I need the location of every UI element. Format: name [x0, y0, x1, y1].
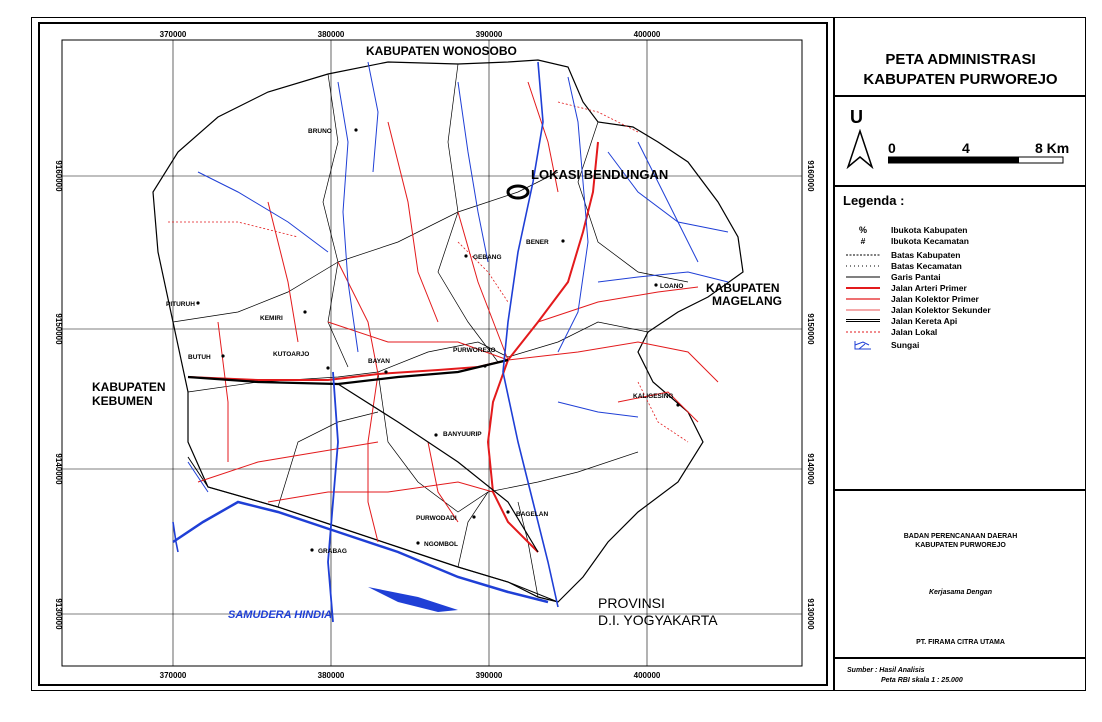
- kecamatan-butuh: BUTUH: [188, 354, 211, 361]
- x-tick-top-1: 370000: [159, 30, 187, 39]
- label-sea: SAMUDERA HINDIA: [228, 609, 333, 621]
- map-title-line-2: KABUPATEN PURWOREJO: [863, 71, 1058, 88]
- coastal-lagoon: [368, 587, 458, 612]
- kecamatan-purworejo: PURWOREJO: [453, 347, 496, 354]
- label-kebumen-1: KABUPATEN: [92, 380, 166, 394]
- scale-label-8: 8 Km: [1035, 140, 1070, 156]
- x-tick-top-4: 400000: [633, 30, 661, 39]
- label-magelang-2: MAGELANG: [712, 294, 782, 308]
- kecamatan-purwodadi: PURWODADI: [416, 515, 457, 522]
- kecamatan-gebang: GEBANG: [473, 254, 502, 261]
- legend-item-jalan-lokal: [845, 326, 937, 337]
- label-magelang-1: KABUPATEN: [706, 281, 780, 295]
- kecamatan-banyuurip: BANYUURIP: [443, 431, 482, 438]
- legend-label: Batas Kabupaten: [891, 249, 961, 260]
- legend-item-ibukota-kecamatan: [845, 235, 969, 246]
- y-tick-left-3: 9140000: [54, 453, 63, 485]
- batas-kabupaten-icon: [845, 253, 881, 257]
- jalan-kolektor-sekunder-icon: [845, 308, 881, 312]
- label-dam: LOKASI BENDUNGAN: [531, 167, 669, 182]
- legend-label: Garis Pantai: [891, 271, 941, 282]
- legend-item-ibukota-kabupaten: [845, 224, 968, 235]
- y-tick-left-4: 9130000: [54, 598, 63, 630]
- legend-heading: Legenda :: [843, 193, 905, 208]
- kecamatan-kutoarjo: KUTOARJO: [273, 351, 310, 358]
- north-arrow-icon: [845, 129, 875, 169]
- legend-label: Ibukota Kabupaten: [891, 224, 968, 235]
- y-tick-right-4: 9130000: [806, 598, 815, 630]
- kecamatan-bruno: BRUNO: [308, 128, 332, 135]
- legend-label: Batas Kecamatan: [891, 260, 962, 271]
- kecamatan-loano: LOANO: [660, 283, 684, 290]
- grid-lines: [62, 40, 802, 666]
- north-label: U: [850, 107, 863, 127]
- legend-panel: [833, 17, 1086, 691]
- garis-pantai-icon: [845, 275, 881, 279]
- scale-label-0: 0: [888, 140, 896, 156]
- kecamatan-kaligesing: KALIGESING: [633, 393, 674, 400]
- legend-item-jalan-kolektor-sekunder: [845, 304, 991, 315]
- label-diy-2: D.I. YOGYAKARTA: [598, 612, 718, 628]
- map-title-line-1: PETA ADMINISTRASI: [885, 51, 1036, 68]
- jalan-arteri-primer-icon: [845, 286, 881, 290]
- x-tick-top-2: 380000: [317, 30, 345, 39]
- x-tick-bottom-2: 380000: [317, 671, 345, 680]
- jalan-kolektor-primer-icon: [845, 297, 881, 301]
- y-tick-left-1: 9160000: [54, 160, 63, 192]
- cooperation-text: Kerjasama Dengan: [928, 589, 993, 596]
- kecamatan-pituruh: PITURUH: [166, 301, 195, 308]
- map-title: [835, 50, 1086, 90]
- legend-item-garis-pantai: [845, 271, 941, 282]
- source-line-2: Peta RBI skala 1 : 25.000: [881, 677, 963, 684]
- divider-2: [835, 185, 1086, 187]
- kecamatan-markers: [196, 128, 679, 551]
- legend-item-jalan-kereta-api: [845, 315, 957, 326]
- legend-item-batas-kecamatan: [845, 260, 962, 271]
- x-tick-bottom-3: 390000: [475, 671, 503, 680]
- label-wonosobo: KABUPATEN WONOSOBO: [366, 44, 517, 58]
- legend-label: Jalan Lokal: [891, 326, 938, 337]
- x-tick-bottom-4: 400000: [633, 671, 661, 680]
- legend-item-sungai: [845, 339, 919, 350]
- company-text: PT. FIRAMA CITRA UTAMA: [916, 639, 1005, 646]
- kecamatan-grabag: GRABAG: [318, 548, 347, 555]
- x-tick-bottom-1: 370000: [159, 671, 187, 680]
- legend-item-jalan-arteri-primer: [845, 282, 967, 293]
- coastline: [173, 502, 548, 602]
- jalan-lokal-icon: [845, 330, 881, 334]
- scale-label-4: 4: [962, 140, 970, 156]
- batas-kecamatan-icon: [845, 264, 881, 268]
- legend-item-batas-kabupaten: [845, 249, 960, 260]
- agency-line-1: BADAN PERENCANAAN DAERAH: [903, 533, 1018, 540]
- divider-1: [835, 95, 1086, 97]
- y-tick-right-1: 9160000: [806, 160, 815, 192]
- map-canvas: [38, 22, 828, 686]
- kecamatan-bagelan: BAGELAN: [516, 511, 549, 518]
- divider-3: [835, 489, 1086, 491]
- label-kebumen-2: KEBUMEN: [92, 394, 153, 408]
- kecamatan-ngombol: NGOMBOL: [424, 541, 458, 548]
- railway-line: [188, 360, 508, 384]
- label-diy-1: PROVINSI: [598, 595, 665, 611]
- x-tick-top-3: 390000: [475, 30, 503, 39]
- divider-4: [835, 657, 1086, 659]
- ibukota-kabupaten-icon: %: [858, 224, 867, 235]
- source-line-1: Sumber : Hasil Analisis: [847, 667, 925, 674]
- y-tick-right-3: 9140000: [806, 453, 815, 485]
- legend-label: Ibukota Kecamatan: [891, 235, 969, 246]
- legend-label: Jalan Kereta Api: [891, 315, 958, 326]
- legend-item-jalan-kolektor-primer: [845, 293, 979, 304]
- jalan-kereta-api-icon: [845, 318, 881, 323]
- y-tick-right-2: 9150000: [806, 313, 815, 345]
- legend-label: Sungai: [891, 339, 920, 350]
- legend-label: Jalan Arteri Primer: [891, 282, 967, 293]
- kecamatan-bener: BENER: [526, 239, 549, 246]
- agency-line-2: KABUPATEN PURWOREJO: [915, 542, 1006, 549]
- legend-label: Jalan Kolektor Sekunder: [891, 304, 991, 315]
- ibukota-kecamatan-icon: #: [860, 235, 866, 246]
- legend-label: Jalan Kolektor Primer: [891, 293, 979, 304]
- kecamatan-bayan: BAYAN: [368, 358, 390, 365]
- sungai-icon: [845, 339, 881, 351]
- road-network: [168, 82, 718, 552]
- y-tick-left-2: 9150000: [54, 313, 63, 345]
- kecamatan-kemiri: KEMIRI: [260, 315, 283, 322]
- coastline-shadow: [188, 457, 558, 602]
- scale-bar: [888, 155, 1068, 165]
